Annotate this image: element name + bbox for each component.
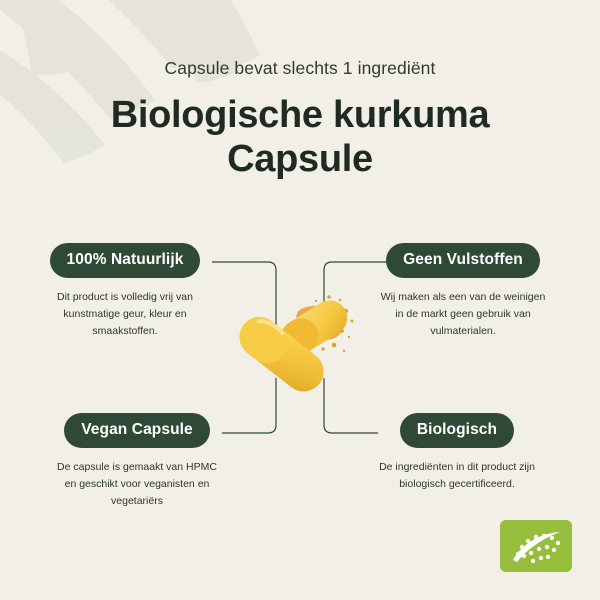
feature-biologisch-description: De ingrediënten in dit product zijn biologisch gecertificeerd. bbox=[379, 461, 535, 490]
page-title bbox=[0, 93, 600, 181]
eu-organic-leaf-icon bbox=[500, 520, 572, 572]
page-title-line2: Capsule bbox=[227, 138, 373, 181]
feature-vegan-description: De capsule is gemaakt van HPMC en geschikt voor veganisten en vegetariërs bbox=[57, 461, 217, 507]
feature-vulstoffen-label: Geen Vulstoffen bbox=[386, 243, 540, 278]
feature-biologisch bbox=[372, 413, 542, 493]
feature-natuurlijk-description: Dit product is volledig vrij van kunstmatige geur, kleur en smaakstoffen. bbox=[57, 291, 193, 337]
header-block bbox=[0, 58, 600, 181]
feature-biologisch-label: Biologisch bbox=[400, 413, 514, 448]
page-title-line1: Biologische kurkuma bbox=[110, 94, 490, 136]
feature-vulstoffen-description: Wij maken als een van de weinigen in de markt geen gebruik van vulmaterialen. bbox=[380, 291, 546, 337]
capsule-illustration bbox=[218, 275, 386, 410]
feature-natuurlijk bbox=[40, 243, 210, 340]
feature-natuurlijk-label: 100% Natuurlijk bbox=[50, 243, 201, 278]
eyebrow-text: Capsule bevat slechts 1 ingrediënt bbox=[164, 58, 436, 78]
feature-vegan-label: Vegan Capsule bbox=[64, 413, 210, 448]
feature-vulstoffen bbox=[378, 243, 548, 340]
feature-vegan bbox=[52, 413, 222, 510]
